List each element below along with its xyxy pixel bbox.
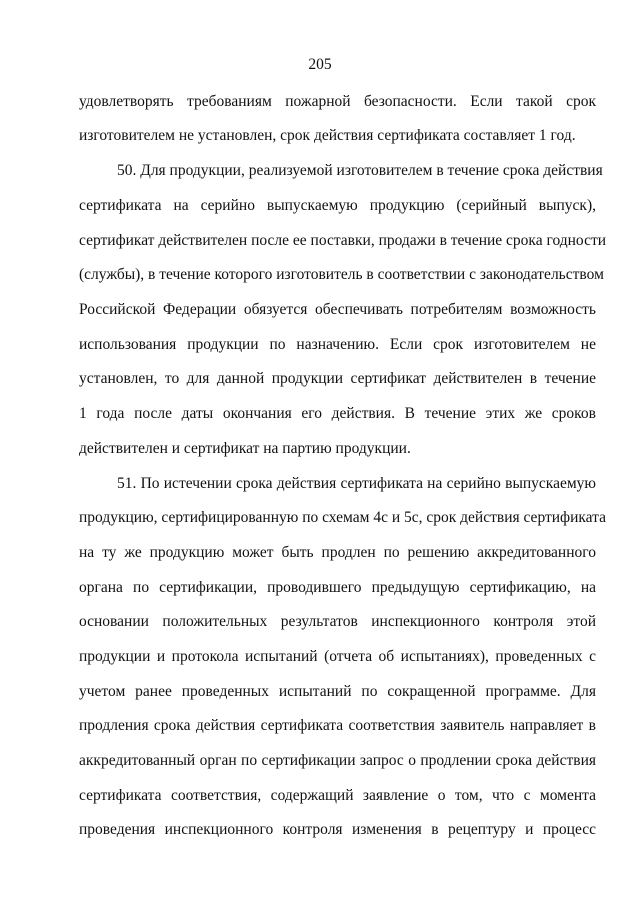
text-line: установлен, то для данной продукции сертификат действителен в течение — [79, 370, 596, 387]
text-line: 1 года после даты окончания его действия. В течение этих же сроков — [79, 405, 596, 422]
text-line: продукцию, сертифицированную по схемам 4с и 5с, срок действия сертификата — [79, 509, 607, 526]
page-number: 205 — [308, 56, 332, 73]
text-line: использования продукции по назначению. Если срок изготовителем не — [79, 336, 596, 353]
text-line: действителен и сертификат на партию продукции. — [79, 440, 411, 457]
text-line: Российской Федерации обязуется обеспечивать потребителям возможность — [79, 301, 596, 318]
text-line: изготовителем не установлен, срок действия сертификата составляет 1 год. — [79, 127, 576, 144]
text-line: на ту же продукцию может быть продлен по решению аккредитованного — [79, 544, 596, 561]
text-line: продукции и протокола испытаний (отчета об испытаниях), проведенных с — [79, 648, 596, 665]
paragraph-50-start: 50. Для продукции, реализуемой изготовителем в течение срока действия — [117, 162, 603, 179]
text-line: аккредитованный орган по сертификации запрос о продлении срока действия — [79, 752, 596, 769]
text-line: основании положительных результатов инспекционного контроля этой — [79, 613, 596, 630]
text-line: учетом ранее проведенных испытаний по сокращенной программе. Для — [79, 683, 596, 700]
text-line: сертификат действителен после ее поставки, продажи в течение срока годности — [79, 232, 607, 249]
text-line: сертификата соответствия, содержащий заявление о том, что с момента — [79, 787, 596, 804]
text-line: (службы), в течение которого изготовитель в соответствии с законодательством — [79, 266, 604, 283]
text-line: органа по сертификации, проводившего предыдущую сертификацию, на — [79, 579, 596, 596]
text-line: сертификата на серийно выпускаемую продукцию (серийный выпуск), — [79, 197, 596, 214]
text-line: продления срока действия сертификата соответствия заявитель направляет в — [79, 717, 596, 734]
paragraph-51-start: 51. По истечении срока действия сертификата на серийно выпускаемую — [117, 475, 596, 492]
text-line: проведения инспекционного контроля изменения в рецептуру и процесс — [79, 821, 596, 838]
text-line: удовлетворять требованиям пожарной безопасности. Если такой срок — [79, 93, 596, 110]
